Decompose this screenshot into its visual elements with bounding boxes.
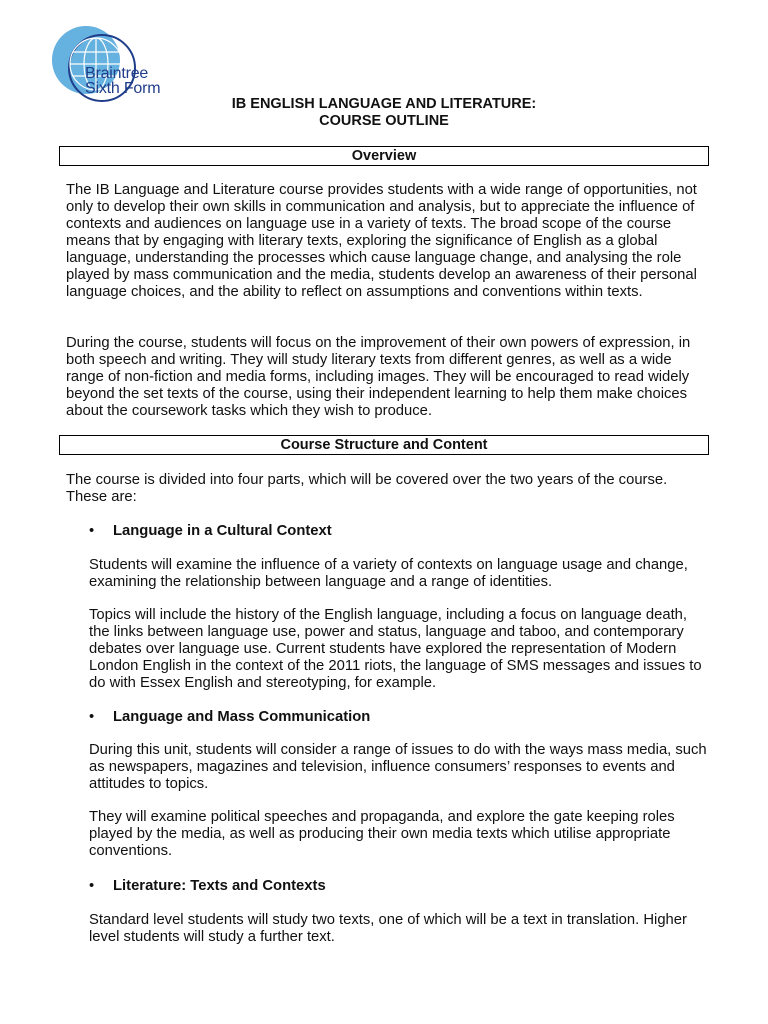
logo-text [85, 66, 160, 96]
logo-line-1: Braintree [85, 65, 149, 82]
bullet-title: Language in a Cultural Context [113, 523, 332, 539]
bullet-icon: • [89, 523, 95, 539]
part-paragraph: Topics will include the history of the English language, including a focus on language death, the links between language use, power and status, language and taboo, and contemporary debates over language use. Current students have explored the representation of Modern London English in the context of the 2011 riots, the language of SMS messages and issues to do with Essex English and stereotyping, for example. [89, 607, 702, 691]
part-paragraph: Standard level students will study two texts, one of which will be a text in translation. Higher level students will study a further text. [89, 912, 687, 945]
bullet-title: Literature: Texts and Contexts [113, 878, 326, 894]
part-paragraph: During this unit, students will consider a range of issues to do with the ways mass media, such as newspapers, magazines and television, influence consumers’ responses to events and attitudes to topics. [89, 742, 707, 792]
overview-heading: Overview [59, 146, 709, 166]
page-title: IB ENGLISH LANGUAGE AND LITERATURE: [231, 96, 537, 112]
structure-intro: The course is divided into four parts, which will be covered over the two years of the course. These are: [66, 472, 668, 505]
overview-paragraph-1: The IB Language and Literature course provides students with a wide range of opportunities, not only to develop their own skills in communication and analysis, but to appreciate the influence of contexts and audiences on language use in a variety of texts. The broad scope of the course means that by engaging with literary texts, exploring the significance of English as a global language, understanding the processes which cause language change, and analysing the role played by mass communication and the media, students develop an awareness of their personal language choices, and the ability to reflect on assumptions and conventions within texts. [66, 182, 697, 300]
bullet-icon: • [89, 878, 95, 894]
part-paragraph: They will examine political speeches and propaganda, and explore the gate keeping roles played by the media, as well as producing their own media texts which utilise appropriate conventions. [89, 809, 675, 859]
logo-line-2: Sixth Form [85, 80, 161, 97]
bullet-icon: • [89, 709, 95, 725]
part-paragraph: Students will examine the influence of a variety of contexts on language usage and change, examining the relationship between language and a range of identities. [89, 557, 688, 590]
structure-heading: Course Structure and Content [59, 435, 709, 455]
overview-paragraph-2: During the course, students will focus on the improvement of their own powers of expression, in both speech and writing. They will study literary texts from different genres, as well as a wide range of non-fiction and media forms, including images. They will be encouraged to read widely beyond the set texts of the course, using their independent learning to help them make choices about the coursework tasks which they wish to produce. [66, 335, 691, 419]
bullet-title: Language and Mass Communication [113, 709, 371, 725]
page-subtitle: COURSE OUTLINE [319, 113, 449, 129]
